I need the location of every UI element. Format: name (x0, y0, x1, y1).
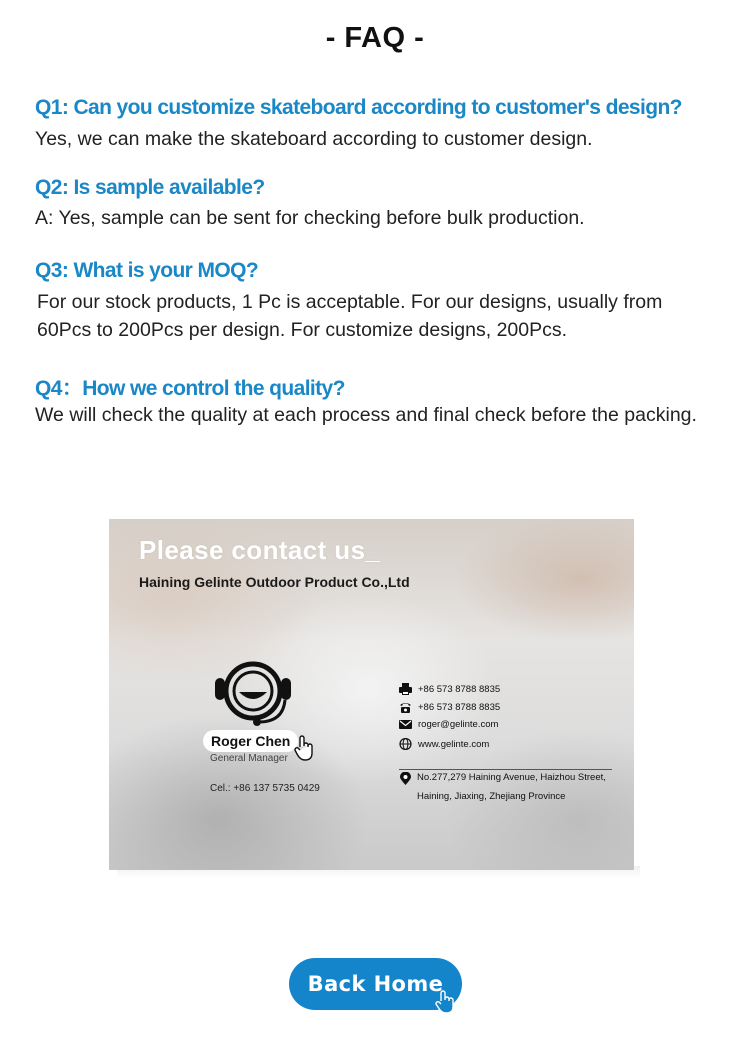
globe-icon (399, 738, 412, 750)
contact-name: Roger Chen (203, 730, 298, 752)
faq-question-1: Q1: Can you customize skateboard according to customer's design? (35, 96, 682, 119)
headset-logo-icon (209, 656, 297, 730)
faq-answer-1: Yes, we can make the skateboard according to customer design. (35, 128, 593, 150)
website-row (399, 737, 489, 751)
card-title: Please contact us_ (139, 535, 381, 565)
card-divider (399, 769, 612, 770)
address-line-1: No.277,279 Haining Avenue, Haizhou Street, (417, 772, 606, 783)
fax-icon (399, 683, 412, 695)
phone-number: +86 573 8788 8835 (418, 701, 501, 713)
phone-row (399, 700, 500, 714)
hand-pointer-icon (292, 734, 316, 762)
website-url: www.gelinte.com (418, 738, 490, 750)
back-home-button[interactable]: Back Home (289, 958, 462, 1010)
faq-answer-3-line-2: 60Pcs to 200Pcs per design. For customize designs, 200Pcs. (37, 319, 568, 341)
faq-question-4: Q4：How we control the quality? (35, 377, 345, 400)
mail-icon (399, 718, 412, 730)
faq-question-2: Q2: Is sample available? (35, 176, 265, 199)
hand-pointer-icon (434, 990, 456, 1014)
address-line-2: Haining, Jiaxing, Zhejiang Province (417, 791, 566, 802)
fax-number: +86 573 8788 8835 (418, 683, 501, 695)
faq-heading: - FAQ - (325, 22, 425, 54)
phone-icon (399, 701, 412, 713)
faq-answer-4: We will check the quality at each process and final check before the packing. (35, 404, 697, 426)
job-title: General Manager (210, 753, 288, 764)
faq-question-3: Q3: What is your MOQ? (35, 259, 259, 282)
email-address: roger@gelinte.com (418, 718, 499, 730)
email-row (399, 717, 498, 731)
location-pin-icon (400, 772, 411, 785)
faq-answer-3-line-1: For our stock products, 1 Pc is acceptable. For our designs, usually from (37, 291, 663, 313)
company-name: Haining Gelinte Outdoor Product Co.,Ltd (139, 574, 410, 590)
fax-row (399, 682, 500, 696)
faq-answer-2: A: Yes, sample can be sent for checking before bulk production. (35, 207, 585, 229)
contact-card (109, 519, 634, 870)
cel-phone: Cel.: +86 137 5735 0429 (210, 783, 320, 794)
